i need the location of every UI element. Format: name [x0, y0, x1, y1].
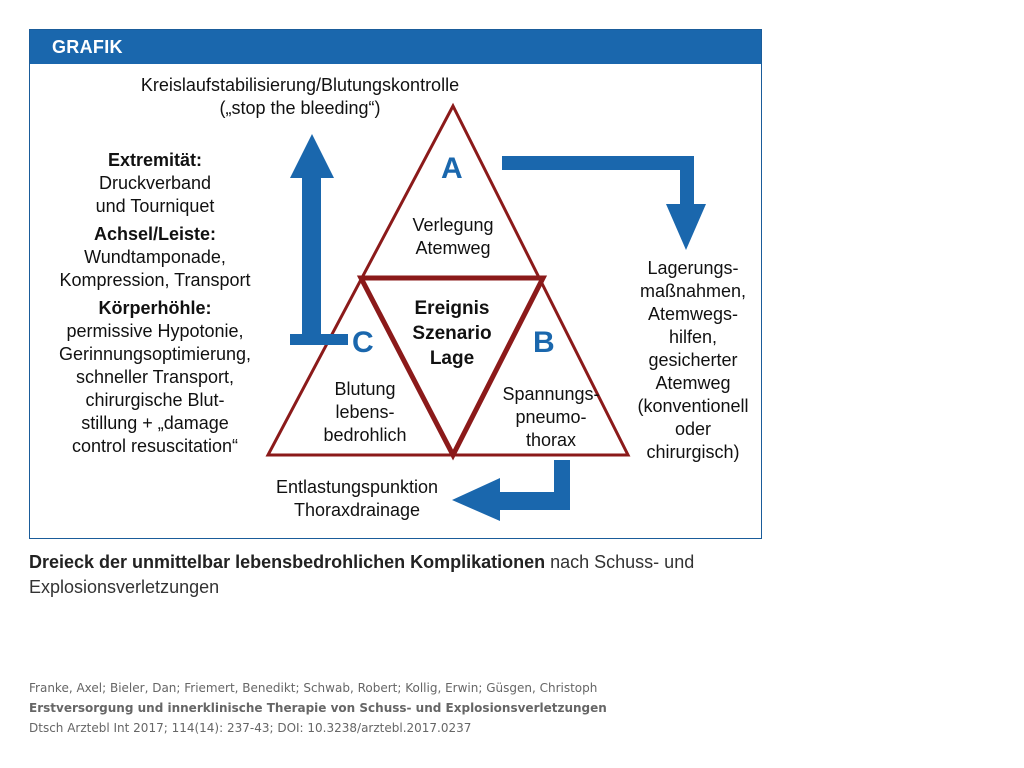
center-label: [392, 296, 512, 371]
node-a-line2: Atemweg: [415, 238, 491, 258]
figure-frame: [29, 29, 762, 539]
axilla-heading: Achsel/Leiste:: [93, 224, 217, 244]
node-b-line3: thorax: [525, 430, 577, 450]
bottom-label-line1: Entlastungspunktion: [275, 477, 439, 497]
citation: [29, 678, 607, 738]
node-c-letter: C: [352, 326, 374, 359]
node-b-line2: pneumo-: [515, 407, 587, 427]
body-line2: Gerinnungsoptimierung,: [58, 344, 252, 364]
node-c-line1: Blutung: [334, 379, 396, 399]
left-panel: [44, 149, 266, 458]
body-line3: schneller Transport,: [75, 367, 235, 387]
right-line1: Lagerungs-: [647, 258, 739, 278]
center-line1: Ereignis: [414, 298, 490, 319]
node-c-line3: bedrohlich: [323, 425, 407, 445]
node-a-line1: Verlegung: [412, 215, 494, 235]
arrow-up-icon: [290, 134, 348, 345]
caption-normal: nach Schuss- und Explosionsverletzungen: [29, 552, 695, 597]
right-line4: hilfen,: [668, 327, 718, 347]
node-c-line2: lebens-: [335, 402, 395, 422]
center-line3: Lage: [429, 348, 475, 369]
node-b-line1: Spannungs-: [502, 384, 600, 404]
body-line4: chirurgische Blut-: [85, 390, 225, 410]
extremity-line2: und Tourniquet: [95, 196, 215, 216]
bottom-label: [262, 476, 452, 522]
body-line1: permissive Hypotonie,: [66, 321, 244, 341]
citation-authors: Franke, Axel; Bieler, Dan; Friemert, Benedikt; Schwab, Robert; Kollig, Erwin; Güsgen, Christoph: [29, 681, 598, 695]
arrow-left-icon: [452, 460, 570, 521]
center-line2: Szenario: [412, 323, 492, 344]
right-line7: (konventionell: [637, 396, 749, 416]
node-a-label: [393, 214, 513, 260]
node-a-letter: A: [441, 152, 463, 185]
axilla-line2: Kompression, Transport: [59, 270, 251, 290]
node-b-letter: B: [533, 326, 555, 359]
axilla-line1: Wundtamponade,: [84, 247, 226, 267]
body-line5: stillung + „damage: [81, 413, 229, 433]
right-line5: gesicherter: [648, 350, 738, 370]
right-line2: maßnahmen,: [639, 281, 747, 301]
top-label-line1: Kreislaufstabilisierung/Blutungskontrolle: [140, 75, 460, 95]
right-line3: Atemwegs-: [647, 304, 739, 324]
caption-bold: Dreieck der unmittelbar lebensbedrohlichen Komplikationen: [29, 552, 546, 572]
bottom-label-line2: Thoraxdrainage: [293, 500, 421, 520]
right-line8: oder: [674, 419, 712, 439]
citation-title: Erstversorgung und innerklinische Therapie von Schuss- und Explosionsverletzungen: [29, 701, 607, 715]
extremity-line1: Druckverband: [98, 173, 212, 193]
citation-source: Dtsch Arztebl Int 2017; 114(14): 237-43; DOI: 10.3238/arztebl.2017.0237: [29, 721, 472, 735]
node-b-label: [486, 383, 616, 452]
top-label-line2: („stop the bleeding“): [219, 98, 381, 118]
body-heading: Körperhöhle:: [98, 298, 212, 318]
right-line6: Atemweg: [655, 373, 731, 393]
header-title: GRAFIK: [52, 37, 123, 57]
body-line6: control resuscitation“: [71, 436, 239, 456]
figure-caption: [29, 550, 762, 600]
top-label: [125, 74, 475, 120]
right-line9: chirurgisch): [646, 442, 740, 462]
extremity-heading: Extremität:: [107, 150, 203, 170]
right-panel: [630, 257, 756, 464]
arrow-right-down-icon: [502, 156, 706, 250]
node-c-label: [305, 378, 425, 447]
